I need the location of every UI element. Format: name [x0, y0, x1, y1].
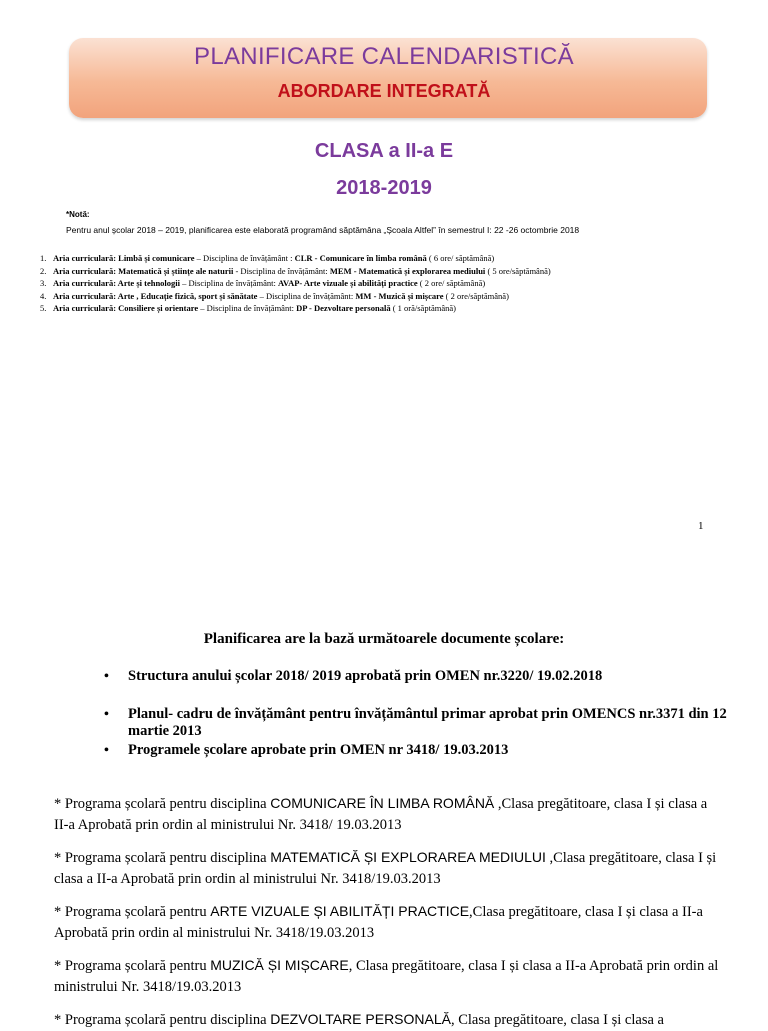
list-item — [104, 742, 768, 759]
item-number: 1. — [40, 253, 47, 263]
page-title: PLANIFICARE CALENDARISTICĂ — [194, 43, 574, 70]
aria-separator: – Disciplina de învățământ: — [257, 290, 356, 301]
hours-per-week: ( 1 oră/săptămână) — [390, 303, 456, 313]
hours-per-week: ( 6 ore/ săptămână) — [426, 253, 495, 263]
item-number: 4. — [40, 290, 47, 301]
program-details: , Clasa pregătitoare, clasa I și clasa a II-a Aprobată prin ordin al ministrului Nr. 3418/19.03.2013 — [54, 958, 719, 995]
bullet-icon: • — [104, 669, 109, 684]
list-item — [104, 668, 768, 685]
program-discipline: MATEMATICĂ ȘI EXPLORAREA MEDIULUI — [270, 849, 546, 865]
program-details: ,Clasa pregătitoare, clasa I și clasa a II-a Aprobată prin ordin al ministrului Nr. 3418/19.03.2013 — [54, 904, 703, 941]
bullet-icon: • — [104, 743, 109, 758]
discipline-name: MEM - Matematică și explorarea mediului — [329, 265, 486, 276]
program-paragraph — [54, 847, 724, 890]
aria-name: Aria curriculară: Consiliere și orientare — [53, 303, 199, 313]
item-number: 2. — [40, 265, 47, 276]
program-details: ,Clasa pregătitoare, clasa I și clasa a II-a Aprobată prin ordin al ministrului Nr. 3418/ 19.03.2013 — [54, 796, 708, 833]
aria-name: Aria curriculară: Limbă și comunicare — [53, 253, 195, 263]
program-paragraph — [54, 793, 724, 836]
note-text: Pentru anul școlar 2018 – 2019, planificarea este elaborată programând săptămâna „Școala Altfel” în semestrul I: 22 -26 octombrie 2018 — [66, 225, 580, 235]
document-text: Planul- cadru de învățământ pentru învățământul primar aprobat prin OMENCS nr.3371 din 12 martie 2013 — [128, 706, 727, 739]
aria-separator: - Disciplina de învățământ: — [233, 265, 330, 276]
program-prefix: * Programa școlară pentru — [54, 958, 211, 974]
list-item — [104, 706, 768, 740]
program-paragraph — [54, 1009, 724, 1031]
documents-heading: Planificarea are la bază următoarele documente școlare: — [203, 631, 565, 647]
list-item — [40, 302, 551, 315]
program-prefix: * Programa școlară pentru — [54, 904, 211, 920]
item-number: 5. — [40, 303, 47, 313]
hours-per-week: ( 2 ore/ săptămână) — [417, 278, 486, 288]
discipline-name: DP - Dezvoltare personală — [296, 303, 391, 313]
program-prefix: * Programa școlară pentru disciplina — [54, 850, 271, 866]
discipline-name: AVAP- Arte vizuale și abilități practice — [277, 278, 418, 288]
program-prefix: * Programa școlară pentru disciplina — [54, 796, 271, 812]
hours-per-week: ( 5 ore/săptămână) — [485, 265, 551, 276]
documents-list — [104, 668, 768, 759]
page-number: 1 — [698, 520, 704, 532]
page-subtitle: ABORDARE INTEGRATĂ — [277, 81, 491, 101]
aria-separator: – Disciplina de învățământ: — [180, 278, 278, 288]
aria-name: Aria curriculară: Matematică și științe ale naturii — [53, 265, 234, 276]
aria-name: Aria curriculară: Arte și tehnologii — [53, 278, 181, 288]
program-prefix: * Programa școlară pentru disciplina — [54, 1012, 271, 1028]
hours-per-week: ( 2 ore/săptămână) — [443, 290, 509, 301]
program-details: ,Clasa pregătitoare, clasa I și clasa a II-a Aprobată prin ordin al ministrului Nr. 3418/19.03.2013 — [54, 850, 717, 887]
list-item — [40, 252, 551, 265]
aria-name: Aria curriculară: Arte , Educație fizică, sport și sănătate — [53, 290, 258, 301]
aria-separator: – Disciplina de învățământ : — [194, 253, 295, 263]
list-item — [40, 290, 551, 303]
item-number: 3. — [40, 278, 47, 288]
note-label: *Notă: — [66, 210, 90, 219]
list-item — [40, 277, 551, 290]
program-details: , Clasa pregătitoare, clasa I și clasa a — [450, 1012, 664, 1028]
discipline-name: CLR - Comunicare în limba română — [294, 253, 427, 263]
program-discipline: DEZVOLTARE PERSONALĂ — [270, 1011, 451, 1027]
aria-separator: – Disciplina de învățământ: — [198, 303, 297, 313]
program-paragraph — [54, 955, 724, 998]
document-text: Structura anului școlar 2018/ 2019 aprobată prin OMEN nr.3220/ 19.02.2018 — [128, 668, 603, 684]
program-discipline: MUZICĂ ȘI MIȘCARE — [210, 957, 349, 973]
document-text: Programele școlare aprobate prin OMEN nr 3418/ 19.03.2013 — [128, 742, 509, 758]
discipline-name: MM - Muzică și mișcare — [355, 290, 444, 301]
list-item — [40, 265, 551, 278]
curricular-areas-list — [40, 252, 551, 315]
program-discipline: ARTE VIZUALE ȘI ABILITĂȚI PRACTICE — [210, 903, 470, 919]
program-paragraph — [54, 901, 724, 944]
program-discipline: COMUNICARE ÎN LIMBA ROMÂNĂ — [270, 795, 495, 811]
bullet-icon: • — [104, 707, 109, 722]
school-year: 2018-2019 — [336, 177, 432, 199]
class-name: CLASA a II-a E — [314, 140, 454, 162]
